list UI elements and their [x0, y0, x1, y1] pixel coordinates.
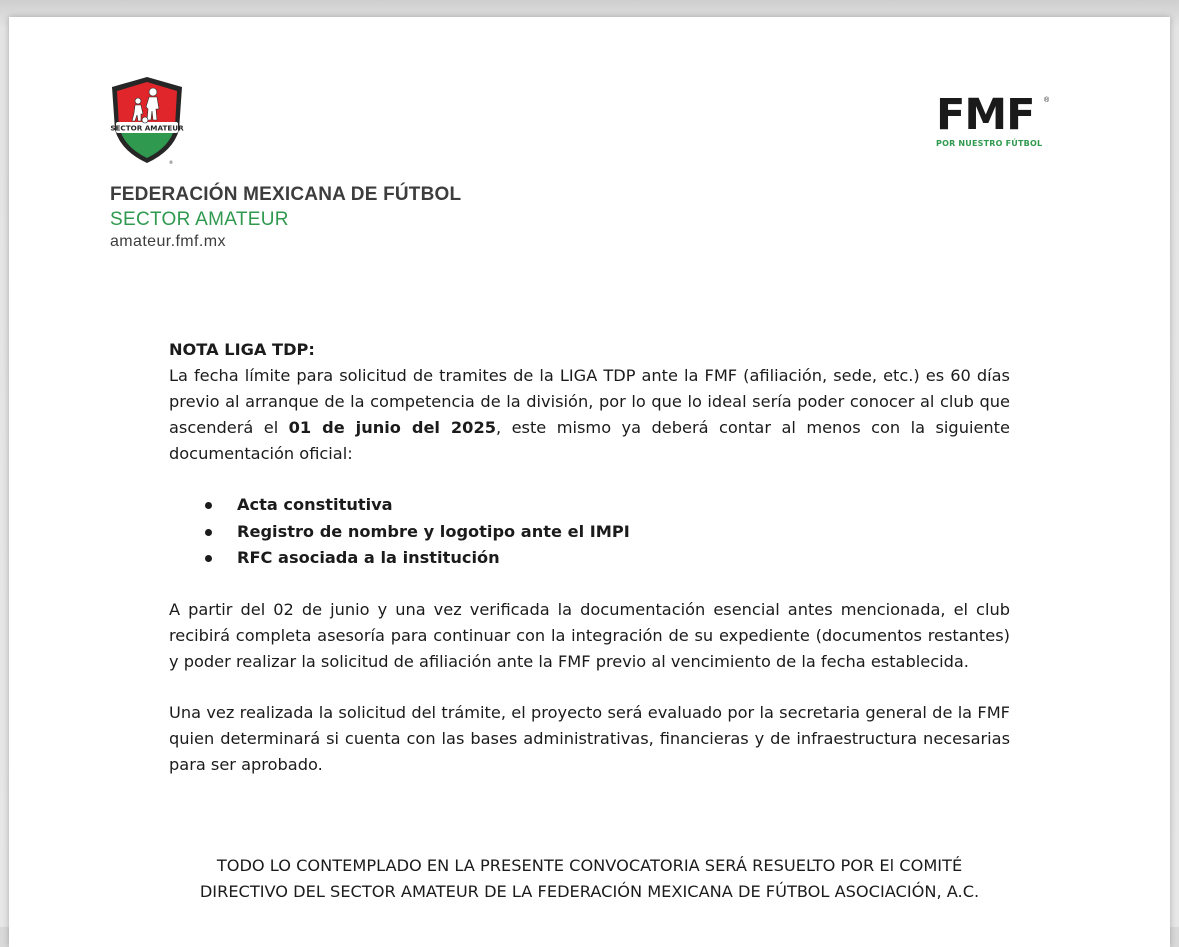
requirement-label: Registro de nombre y logotipo ante el IMPI	[237, 521, 630, 541]
footer-line-2: DIRECTIVO DEL SECTOR AMATEUR DE LA FEDERACIÓN MEXICANA DE FÚTBOL ASOCIACIÓN, A.C.	[199, 882, 980, 901]
organization-heading	[110, 182, 461, 252]
website-url: amateur.fmf.mx	[110, 233, 226, 250]
sector-amateur-logo-text: SECTOR AMATEUR	[110, 123, 184, 133]
sector-name: SECTOR AMATEUR	[110, 209, 289, 230]
requirements-list	[169, 492, 1010, 572]
organization-name: FEDERACIÓN MEXICANA DE FÚTBOL	[110, 184, 462, 205]
footer-statement	[129, 853, 1050, 905]
list-item	[169, 545, 1010, 572]
requirement-label: RFC asociada a la institución	[237, 548, 500, 567]
requirement-label: Acta constitutiva	[237, 495, 393, 514]
fmf-tagline: POR NUESTRO FÚTBOL	[936, 139, 1043, 148]
svg-text:®: ®	[169, 160, 173, 165]
document-page[interactable]	[9, 17, 1170, 947]
bullet-icon	[205, 555, 212, 562]
bullet-icon	[205, 529, 212, 536]
sector-amateur-logo	[107, 75, 187, 165]
note-paragraph-1	[169, 363, 1010, 467]
fmf-logo-letters: FMF	[936, 90, 1035, 140]
note-paragraph-3: Una vez realizada la solicitud del trámite, el proyecto será evaluado por la secretaria general de la FMF quien determinará si cuenta con las bases administrativas, financieras y de infraestructura necesarias para ser aprobado.	[169, 702, 1010, 774]
note-p1-before: La fecha límite para solicitud de tramites de la LIGA TDP ante la FMF (afiliación, sede, etc.) es 60 días previo al arranque de la competencia de la división, por lo que lo ideal sería poder conocer al club que ascenderá el	[169, 366, 1010, 437]
note-title: NOTA LIGA TDP:	[169, 340, 315, 359]
fmf-logo	[936, 90, 1056, 155]
bullet-icon	[205, 502, 212, 509]
footer-line-1: TODO LO CONTEMPLADO EN LA PRESENTE CONVOCATORIA SERÁ RESUELTO POR El COMITÉ	[216, 856, 963, 875]
note-paragraph-2: A partir del 02 de junio y una vez verificada la documentación esencial antes mencionada, el club recibirá completa asesoría para continuar con la integración de su expediente (documentos restantes) y poder realizar la solicitud de afiliación ante la FMF previo al vencimiento de la fecha establecida.	[169, 599, 1010, 671]
note-p1-after: , este mismo ya deberá contar al menos con la siguiente documentación oficial:	[169, 418, 1010, 463]
registered-icon: ®	[1044, 97, 1050, 104]
list-item	[169, 492, 1010, 519]
list-item	[169, 519, 1010, 546]
note-body	[169, 337, 1010, 778]
deadline-date: 01 de junio del 2025	[288, 418, 496, 437]
paragraph-spacer	[169, 675, 1010, 700]
